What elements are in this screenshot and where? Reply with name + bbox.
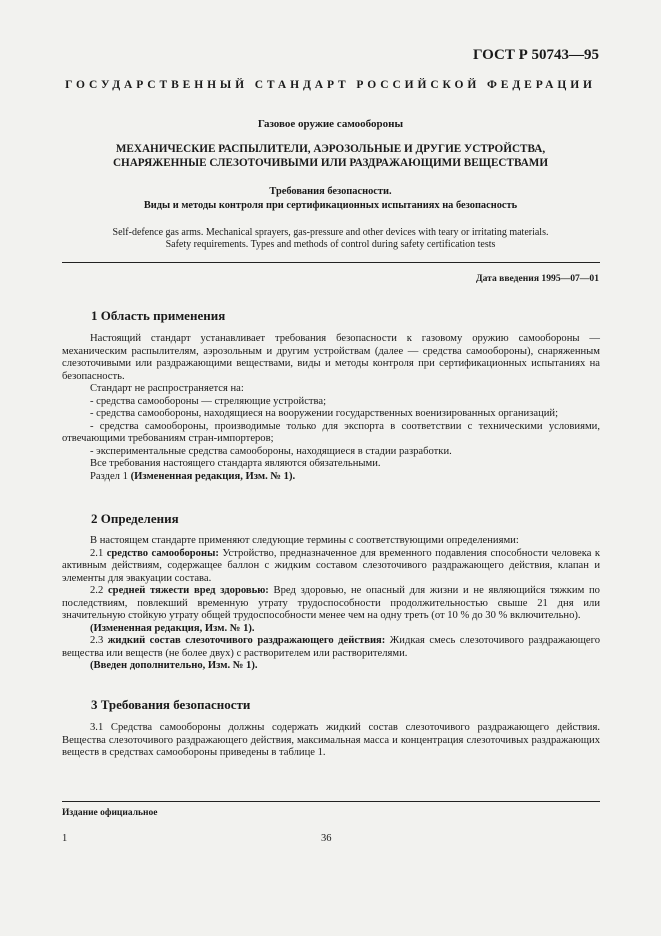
paragraph: В настоящем стандарте применяют следующие термины с соответствующими определениями: [90,535,519,546]
document-subtitle [30,185,631,212]
section-3-body [62,722,600,760]
page-number: 36 [321,833,332,844]
clause-number: 2.1 [90,547,104,559]
amendment-text: (Измененная редакция, Изм. № 1). [90,622,255,634]
term: жидкий состав слезоточивого раздражающего действия: [107,635,386,647]
footer-divider [62,801,600,802]
amendment-note [62,471,600,484]
paragraph: Настоящий стандарт устанавливает требования безопасности к газовому оружию самообороны — механическим распылителям, аэрозольным и другим устройствам (далее — средства самообороны), снаряженным слезоточивыми или раздражающими веществами, виды и методы контроля при сертификационных испытаниях на безопасность. [62,333,600,382]
organization-header: ГОСУДАРСТВЕННЫЙ СТАНДАРТ РОССИЙСКОЙ ФЕДЕРАЦИИ [65,79,596,91]
list-item: - экспериментальные средства самообороны, находящиеся в стадии разработки. [90,445,452,457]
title-line-1: МЕХАНИЧЕСКИЕ РАСПЫЛИТЕЛИ, АЭРОЗОЛЬНЫЕ И ДРУГИЕ УСТРОЙСТВА, [115,143,546,155]
clause-number: 2.2 [90,585,104,597]
section-1-heading: 1 Область применения [91,308,226,323]
term-definition: Устройство, предназначенное для временного подавления способности человека к активным действиям, содержащее баллон с жидким составом слезоточивого раздражающего действия, клапан и элементы для эвакуации состава. [62,547,600,584]
document-code: ГОСТ Р 50743—95 [472,47,599,63]
list-item: - средства самообороны — стреляющие устройства; [90,395,327,407]
list-item: - средства самообороны, находящиеся на вооружении государственных военизированных организаций; [90,408,559,420]
document-group: Газовое оружие самообороны [257,118,404,130]
header-divider [62,262,600,263]
term: средней тяжести вред здоровью: [107,585,269,597]
paragraph: 3.1 Средства самообороны должны содержать жидкий состав слезоточивого раздражающего действия. Вещества слезоточивого раздражающего действия, максимальная масса и концентрация слезоточивых раздражающих веществ в средствах самообороны приведены в таблице 1. [62,722,600,759]
amendment-text: (Введен дополнительно, Изм. № 1). [90,660,258,672]
title-line-2: СНАРЯЖЕННЫЕ СЛЕЗОТОЧИВЫМИ ИЛИ РАЗДРАЖАЮЩИМИ ВЕЩЕСТВАМИ [112,156,549,169]
introduction-date: Дата введения 1995—07—01 [476,273,599,284]
section-2-heading: 2 Определения [91,511,179,526]
section-1-body [62,333,600,484]
definition [62,548,600,586]
subtitle-line-1: Требования безопасности. [269,186,392,197]
amendment-text: (Измененная редакция, Изм. № 1). [130,471,296,483]
clause-number: 2.3 [90,635,104,647]
amendment-note [62,660,600,673]
term: средство самообороны: [106,547,219,559]
paragraph: Все требования настоящего стандарта являются обязательными. [90,458,381,470]
paragraph: Стандарт не распространяется на: [90,383,244,395]
list-item: - средства самообороны, производимые только для экспорта в соответствии с техническими условиями, отвечающими требованиям стран-импортеров; [62,420,600,445]
edition-label: Издание официальное [62,808,158,818]
footer-left-number: 1 [62,833,68,844]
section-2-body [62,535,600,673]
english-title-line-1: Self-defence gas arms. Mechanical sprayers, gas-pressure and other devices with teary or irritating materials. [112,227,549,238]
definition [62,585,600,623]
english-title-line-2: Safety requirements. Types and methods of control during safety certification tests [165,238,496,250]
english-title [30,227,631,250]
section-3-heading: 3 Требования безопасности [91,697,251,712]
amendment-note [62,623,600,636]
definition [62,635,600,660]
term-definition: Жидкая смесь слезоточивого раздражающего вещества или веществ (не более двух) с растворителем или растворителями. [62,635,601,659]
subtitle-line-2: Виды и методы контроля при сертификационных испытаниях на безопасность [143,199,518,211]
term-definition: Вред здоровью, не опасный для жизни и не являющийся тяжким по последствиям, повлекший временную утрату трудоспособности продолжительностью свыше 21 дня или значительную стойкую утрату общей трудоспособности менее чем на одну треть (от 10 % до 30 % включительно). [62,585,600,622]
document-title [30,143,631,170]
section-ref: Раздел 1 [90,471,128,483]
